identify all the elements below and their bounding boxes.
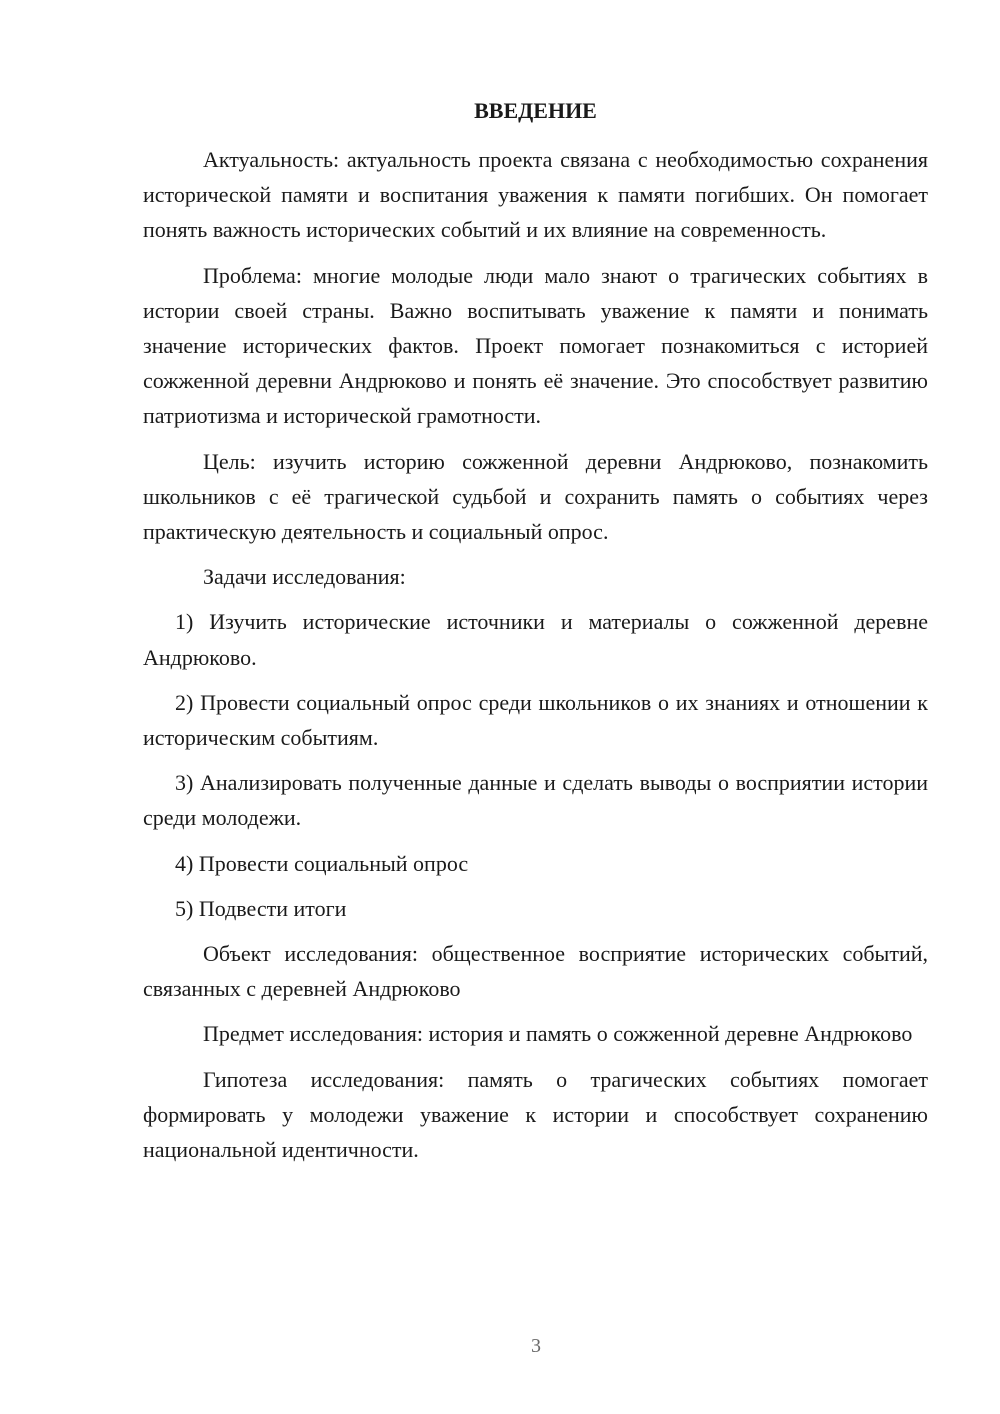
paragraph-problem: Проблема: многие молодые люди мало знают о трагических событиях в истории своей страны. Важно воспитывать уважение к памяти и понимать значение исторических фактов. Проект помогает познакомиться с историей сожженной деревни Андрюково и понять её значение. Это способствует развитию патриотизма и исторической грамотности.: [143, 262, 928, 429]
paragraph-tasks-heading: Задачи исследования:: [203, 564, 406, 590]
paragraph-goal: Цель: изучить историю сожженной деревни Андрюково, познакомить школьников с её трагической судьбой и сохранить память о событиях через практическую деятельность и социальный опрос.: [143, 448, 928, 545]
task-item-5: 5) Подвести итоги: [175, 895, 347, 921]
paragraph-subject: Предмет исследования: история и память о сожженной деревне Андрюково: [203, 1021, 913, 1047]
document-body: [143, 142, 928, 1177]
task-item-1: 1) Изучить исторические источники и материалы о сожженной деревне Андрюково.: [143, 609, 928, 670]
task-item-2: 2) Провести социальный опрос среди школьников о их знаниях и отношении к историческим событиям.: [143, 689, 928, 751]
page-title: ВВЕДЕНИЕ: [474, 98, 597, 123]
paragraph-hypothesis: Гипотеза исследования: память о трагических событиях помогает формировать у молодежи уважение к истории и способствует сохранению национальной идентичности.: [143, 1066, 928, 1163]
paragraph-relevance: Актуальность: актуальность проекта связана с необходимостью сохранения исторической памяти и воспитания уважения к памяти погибших. Он помогает понять важность исторических событий и их влияние на современность.: [143, 147, 928, 243]
task-item-4: 4) Провести социальный опрос: [175, 850, 469, 876]
paragraph-object: Объект исследования: общественное восприятие исторических событий, связанных с деревней Андрюково: [143, 941, 928, 1002]
page-number: 3: [531, 1335, 541, 1357]
task-item-3: 3) Анализировать полученные данные и сделать выводы о восприятии истории среди молодежи.: [143, 770, 928, 831]
